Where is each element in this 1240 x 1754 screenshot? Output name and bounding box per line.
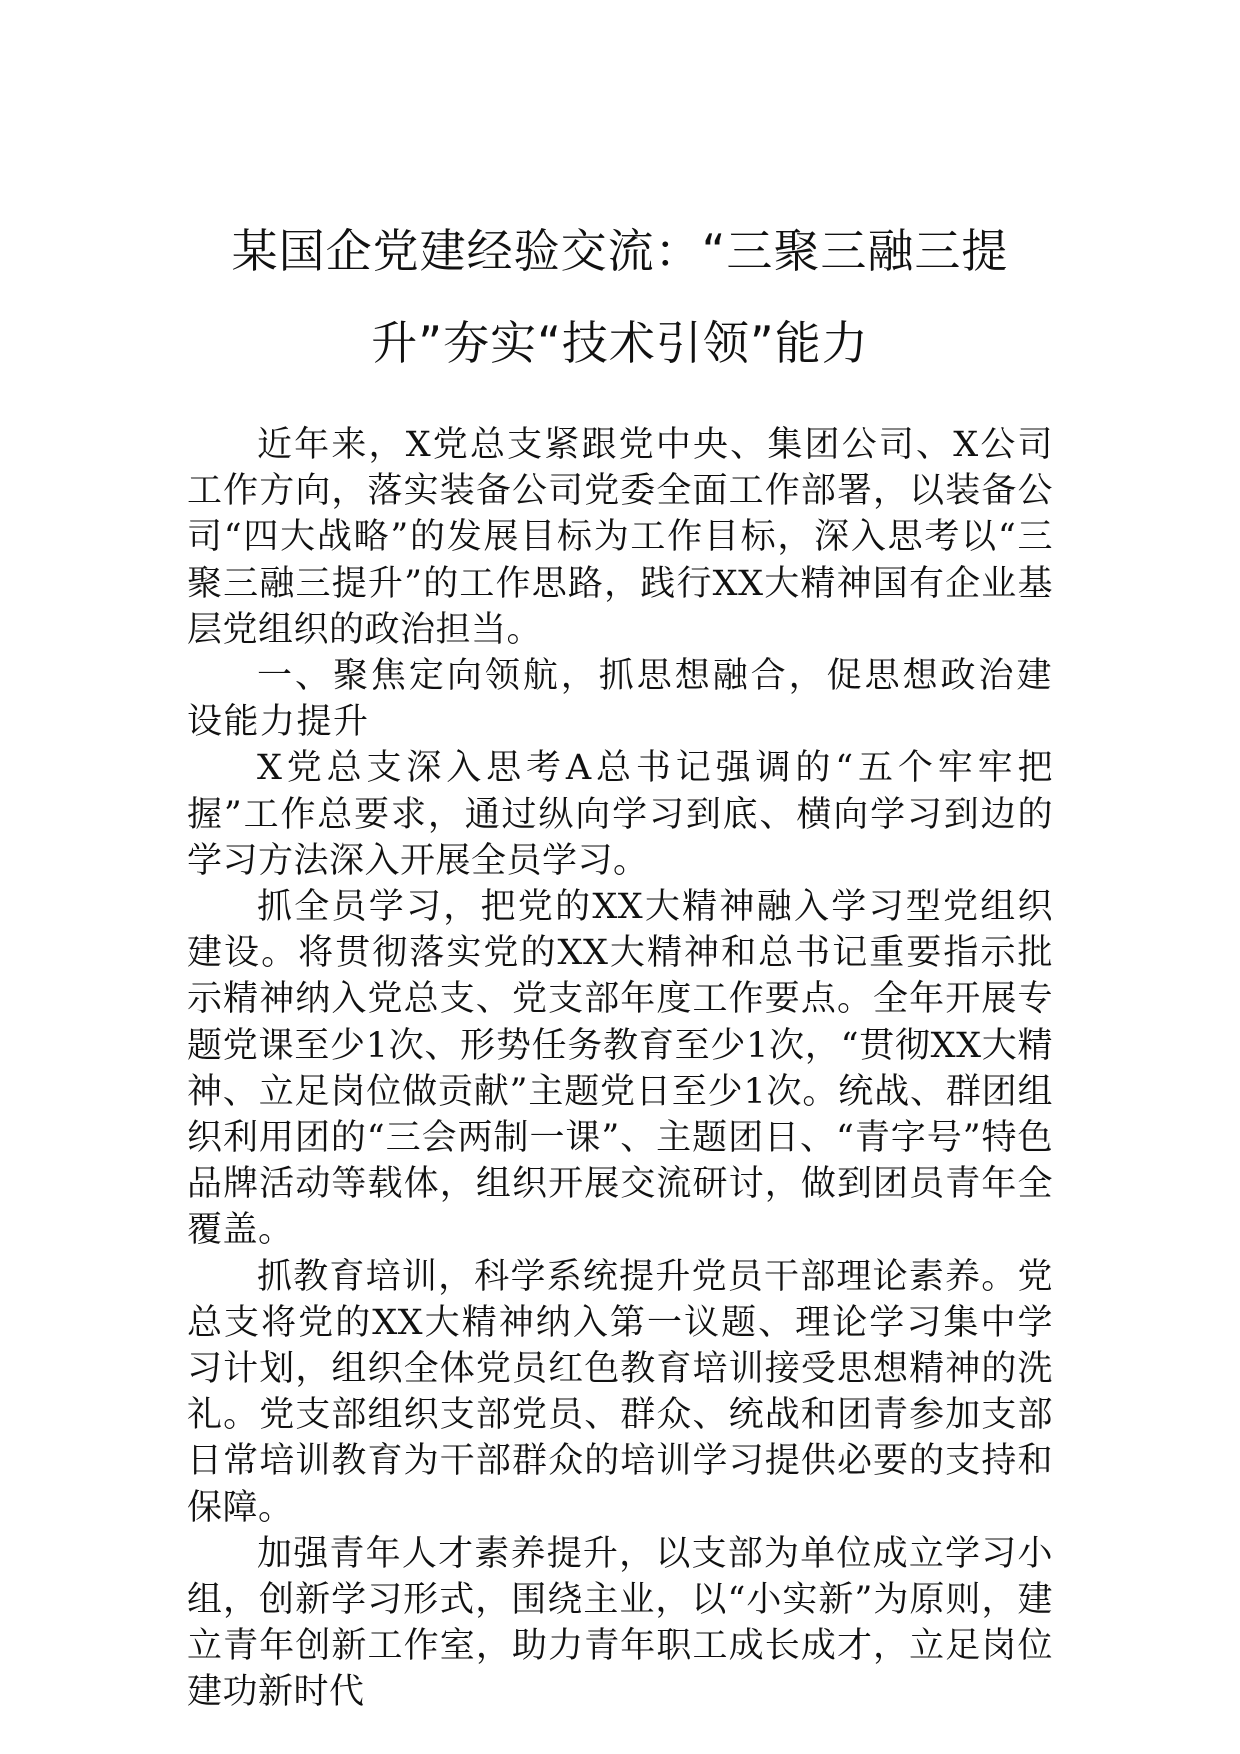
paragraph-full-staff-study: 抓全员学习，把党的XX大精神融入学习型党组织建设。将贯彻落实党的XX大精神和总书记重要指示批示精神纳入党总支、党支部年度工作要点。全年开展专题党课至少1次、形势任务教育至少1次，“贯彻XX大精神、立足岗位做贡献”主题党日至少1次。统战、群团组织利用团的“三会两制一课”、主题团日、“青字号”特色品牌活动等载体，组织开展交流研讨，做到团员青年全覆盖。 — [187, 887, 1053, 1251]
intro-paragraph: 近年来，X党总支紧跟党中央、集团公司、X公司工作方向，落实装备公司党委全面工作部署，以装备公司“四大战略”的发展目标为工作目标，深入思考以“三聚三融三提升”的工作思路，践行XX大精神国有企业基层党组织的政治担当。 — [187, 425, 1053, 650]
paragraph-education-training: 抓教育培训，科学系统提升党员干部理论素养。党总支将党的XX大精神纳入第一议题、理论学习集中学习计划，组织全体党员红色教育培训接受思想精神的洗礼。党支部组织支部党员、群众、统战和团青参加支部日常培训教育为干部群众的培训学习提供必要的支持和保障。 — [187, 1256, 1053, 1528]
paragraph-youth-talent: 加强青年人才素养提升，以支部为单位成立学习小组，创新学习形式，围绕主业，以“小实新”为原则，建立青年创新工作室，助力青年职工成长成才，立足岗位建功新时代 — [187, 1533, 1053, 1713]
document-title — [180, 205, 1060, 389]
title-line-1: 某国企党建经验交流：“三聚三融三提 — [231, 224, 1009, 278]
title-line-2: 升”夯实“技术引领”能力 — [371, 316, 869, 370]
paragraph-five-firmly-grasp: X党总支深入思考A总书记强调的“五个牢牢把握”工作总要求，通过纵向学习到底、横向学习到边的学习方法深入开展全员学习。 — [187, 748, 1053, 881]
section-heading-1: 一、聚焦定向领航，抓思想融合，促思想政治建设能力提升 — [187, 656, 1053, 743]
document-body — [187, 422, 1053, 1716]
